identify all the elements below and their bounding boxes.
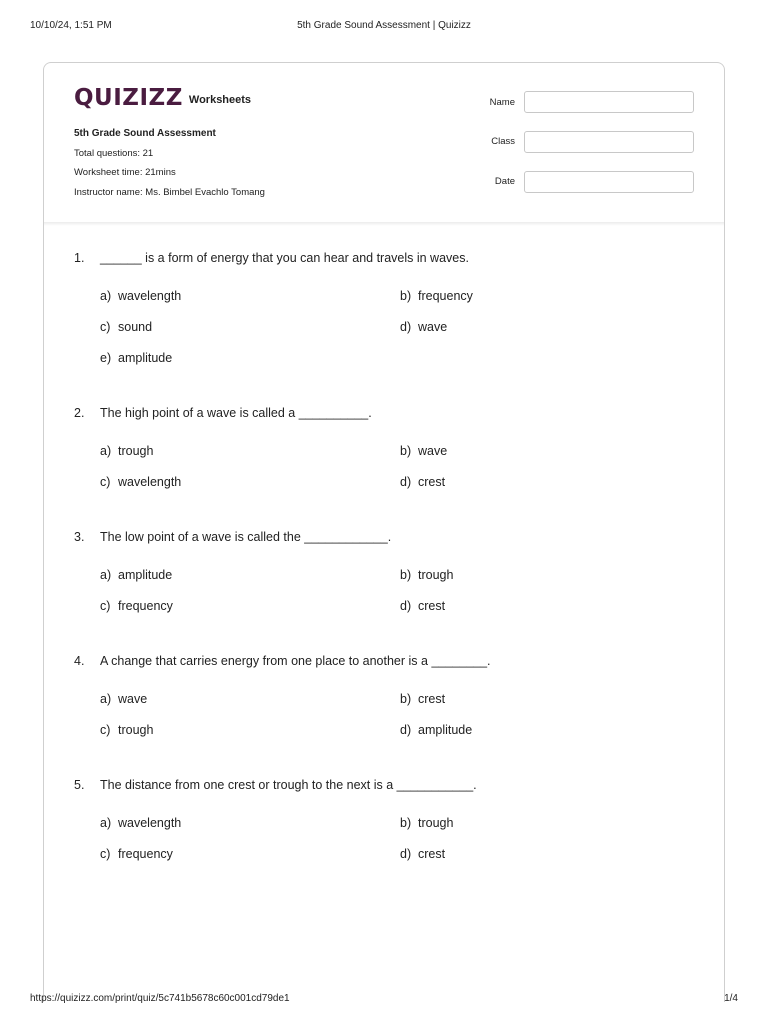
option-d[interactable]	[400, 721, 472, 739]
option-letter: a)	[100, 568, 112, 582]
option-letter: d)	[400, 847, 412, 861]
worksheet-title: 5th Grade Sound Assessment	[74, 128, 216, 139]
question-stem: ______ is a form of energy that you can hear and travels in waves.	[100, 251, 469, 265]
option-text: wave	[118, 692, 148, 706]
page-number: 1/4	[724, 993, 738, 1004]
option-a[interactable]	[100, 442, 153, 460]
option-text: trough	[418, 568, 454, 582]
option-text: frequency	[418, 289, 473, 303]
option-b[interactable]	[400, 442, 447, 460]
option-letter: b)	[400, 816, 412, 830]
option-letter: a)	[100, 692, 112, 706]
option-letter: e)	[100, 351, 112, 365]
question-number: 2.	[74, 406, 85, 420]
question-text	[74, 652, 694, 670]
option-text: trough	[118, 444, 154, 458]
option-letter: d)	[400, 599, 412, 613]
option-c[interactable]	[100, 845, 173, 863]
question-3	[74, 528, 694, 613]
quizizz-logo	[74, 85, 251, 111]
name-label: Name	[489, 97, 515, 108]
option-d[interactable]	[400, 473, 445, 491]
worksheet-info	[74, 127, 265, 205]
option-text: amplitude	[118, 568, 173, 582]
question-stem: A change that carries energy from one place to another is a ________.	[100, 654, 491, 668]
question-number: 4.	[74, 654, 85, 668]
print-page-title: 5th Grade Sound Assessment | Quizizz	[297, 20, 471, 31]
question-number: 5.	[74, 778, 85, 792]
option-e[interactable]	[100, 349, 172, 367]
question-text	[74, 528, 694, 546]
name-field[interactable]	[524, 91, 694, 113]
option-letter: d)	[400, 723, 412, 737]
question-text	[74, 404, 694, 422]
class-field[interactable]	[524, 131, 694, 153]
option-text: amplitude	[418, 723, 473, 737]
question-stem: The distance from one crest or trough to the next is a ___________.	[100, 778, 477, 792]
option-letter: c)	[100, 723, 111, 737]
option-letter: b)	[400, 692, 412, 706]
option-d[interactable]	[400, 318, 447, 336]
option-text: frequency	[118, 599, 173, 613]
option-letter: c)	[100, 599, 111, 613]
option-text: wavelength	[118, 816, 182, 830]
option-a[interactable]	[100, 566, 172, 584]
option-b[interactable]	[400, 566, 453, 584]
question-1	[74, 249, 694, 365]
question-stem: The high point of a wave is called a __________.	[100, 406, 372, 420]
logo-wordmark: QUIZIZZ	[74, 85, 183, 111]
option-text: trough	[418, 816, 454, 830]
class-label: Class	[491, 136, 515, 147]
instructor-name: Instructor name: Ms. Bimbel Evachlo Tomang	[74, 186, 265, 198]
logo-subtitle: Worksheets	[188, 94, 252, 106]
question-text	[74, 776, 694, 794]
question-stem: The low point of a wave is called the ____________.	[100, 530, 392, 544]
print-datetime: 10/10/24, 1:51 PM	[30, 20, 112, 31]
option-text: crest	[418, 692, 446, 706]
total-questions: Total questions: 21	[74, 147, 154, 159]
option-text: wavelength	[118, 475, 182, 489]
option-b[interactable]	[400, 690, 445, 708]
date-label: Date	[494, 176, 515, 187]
option-b[interactable]	[400, 814, 453, 832]
print-footer	[30, 993, 738, 1007]
option-text: crest	[418, 847, 446, 861]
option-letter: c)	[100, 475, 111, 489]
option-c[interactable]	[100, 597, 173, 615]
question-text	[74, 249, 694, 267]
option-text: wavelength	[118, 289, 182, 303]
option-a[interactable]	[100, 814, 181, 832]
option-letter: a)	[100, 444, 112, 458]
option-letter: c)	[100, 320, 111, 334]
print-url: https://quizizz.com/print/quiz/5c741b5678c60c001cd79de1	[30, 993, 290, 1004]
option-letter: c)	[100, 847, 111, 861]
option-c[interactable]	[100, 721, 153, 739]
option-d[interactable]	[400, 845, 445, 863]
option-b[interactable]	[400, 287, 473, 305]
option-letter: b)	[400, 568, 412, 582]
question-5	[74, 776, 694, 861]
print-header	[30, 20, 738, 34]
option-letter: b)	[400, 289, 412, 303]
question-4	[74, 652, 694, 737]
option-letter: a)	[100, 289, 112, 303]
worksheet-header	[44, 63, 724, 223]
option-text: sound	[118, 320, 153, 334]
worksheet-time: Worksheet time: 21mins	[74, 167, 176, 178]
option-c[interactable]	[100, 318, 152, 336]
option-text: wave	[418, 444, 448, 458]
worksheet-card	[43, 62, 725, 1002]
option-text: crest	[418, 599, 446, 613]
question-number: 1.	[74, 251, 85, 265]
option-text: frequency	[118, 847, 173, 861]
option-letter: d)	[400, 320, 412, 334]
question-number: 3.	[74, 530, 85, 544]
option-a[interactable]	[100, 690, 147, 708]
option-a[interactable]	[100, 287, 181, 305]
option-text: crest	[418, 475, 446, 489]
date-field[interactable]	[524, 171, 694, 193]
option-letter: b)	[400, 444, 412, 458]
question-2	[74, 404, 694, 489]
option-letter: a)	[100, 816, 112, 830]
option-d[interactable]	[400, 597, 445, 615]
option-text: amplitude	[118, 351, 173, 365]
option-text: wave	[418, 320, 448, 334]
option-c[interactable]	[100, 473, 181, 491]
option-letter: d)	[400, 475, 412, 489]
option-text: trough	[118, 723, 154, 737]
